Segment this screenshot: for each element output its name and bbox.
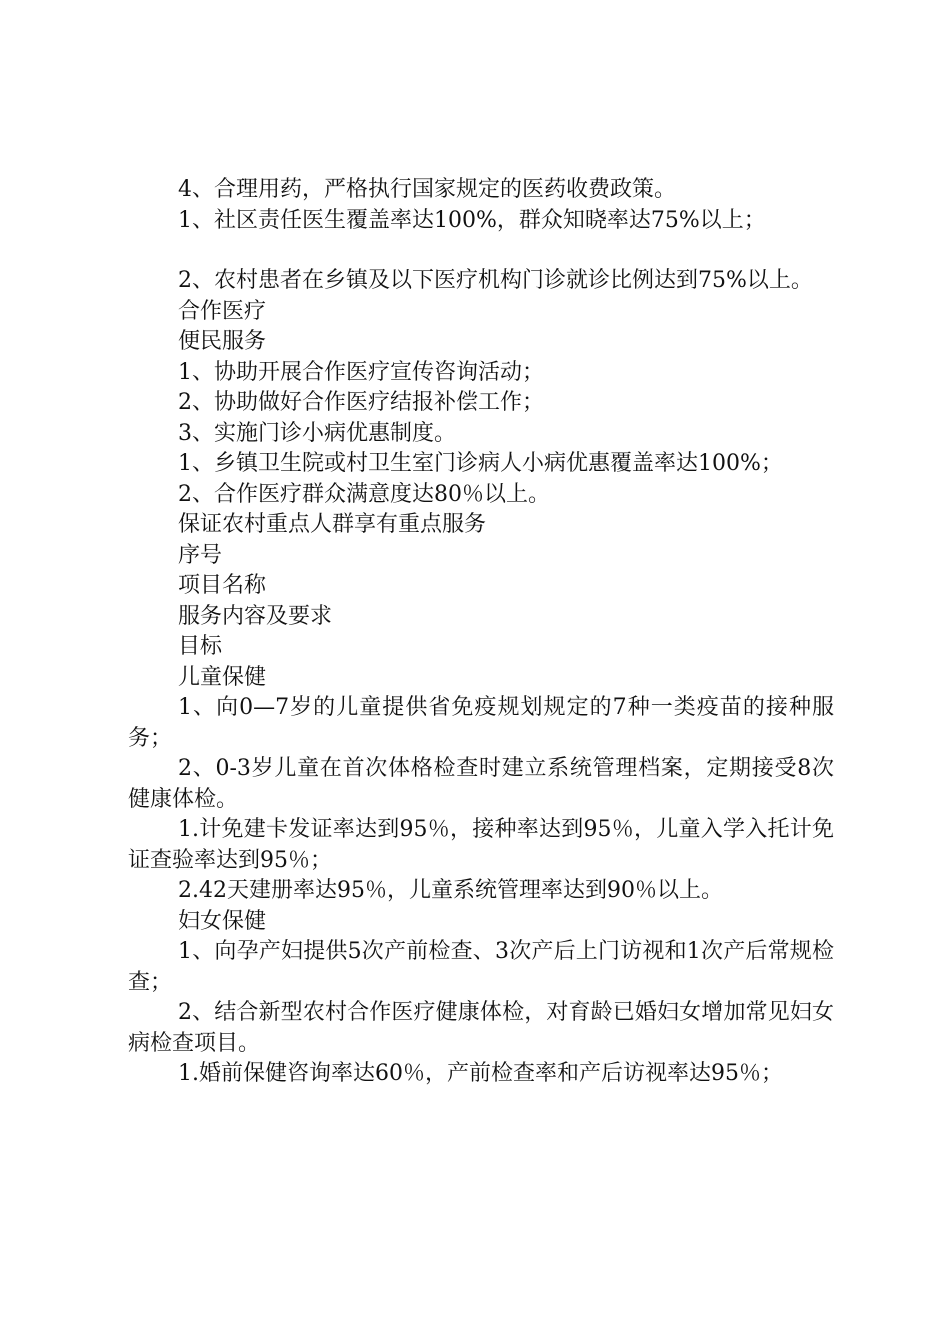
label-project-name: 项目名称 [178,573,267,598]
heading-cooperative-medical: 合作医疗 [178,298,267,324]
paragraph-3: 2、农村患者在乡镇及以下医疗机构门诊就诊比例达到75%以上。 [178,268,813,293]
paragraph-9: 1、向0—7岁的儿童提供省免疫规划规定的7种一类疫苗的接种服务； [128,695,834,751]
paragraph-4: 1、协助开展合作医疗宣传咨询活动； [178,359,544,385]
paragraph-12: 2.42天建册率达95％，儿童系统管理率达到90％以上。 [178,878,723,903]
paragraph-15: 1.婚前保健咨询率达60％，产前检查率和产后访视率达95％； [178,1061,783,1086]
paragraph-5: 2、协助做好合作医疗结报补偿工作； [178,390,544,415]
heading-key-groups: 保证农村重点人群享有重点服务 [178,512,487,537]
paragraph-6: 3、实施门诊小病优惠制度。 [178,420,456,446]
label-service-content: 服务内容及要求 [178,603,333,629]
paragraph-7: 1、乡镇卫生院或村卫生室门诊病人小病优惠覆盖率达100%； [178,451,783,476]
document-body [128,175,834,1090]
paragraph-10: 2、0-3岁儿童在首次体格检查时建立系统管理档案，定期接受8次健康体检。 [128,756,834,812]
label-serial-number: 序号 [178,542,223,568]
label-target: 目标 [178,634,223,659]
paragraph-14: 2、结合新型农村合作医疗健康体检，对育龄已婚妇女增加常见妇女病检查项目。 [128,1000,834,1056]
blank-line [128,236,834,266]
heading-women-health: 妇女保健 [178,908,267,934]
paragraph-1: 4、合理用药，严格执行国家规定的医药收费政策。 [178,177,676,202]
paragraph-8: 2、合作医疗群众满意度达80％以上。 [178,481,550,507]
heading-child-health: 儿童保健 [178,664,267,690]
paragraph-2: 1、社区责任医生覆盖率达100%，群众知晓率达75%以上； [178,207,766,233]
paragraph-13: 1、向孕产妇提供5次产前检查、3次产后上门访视和1次产后常规检查； [128,939,834,995]
paragraph-11: 1.计免建卡发证率达到95％，接种率达到95％，儿童入学入托计免证查验率达到95％； [128,817,834,873]
heading-convenience-service: 便民服务 [178,329,267,354]
